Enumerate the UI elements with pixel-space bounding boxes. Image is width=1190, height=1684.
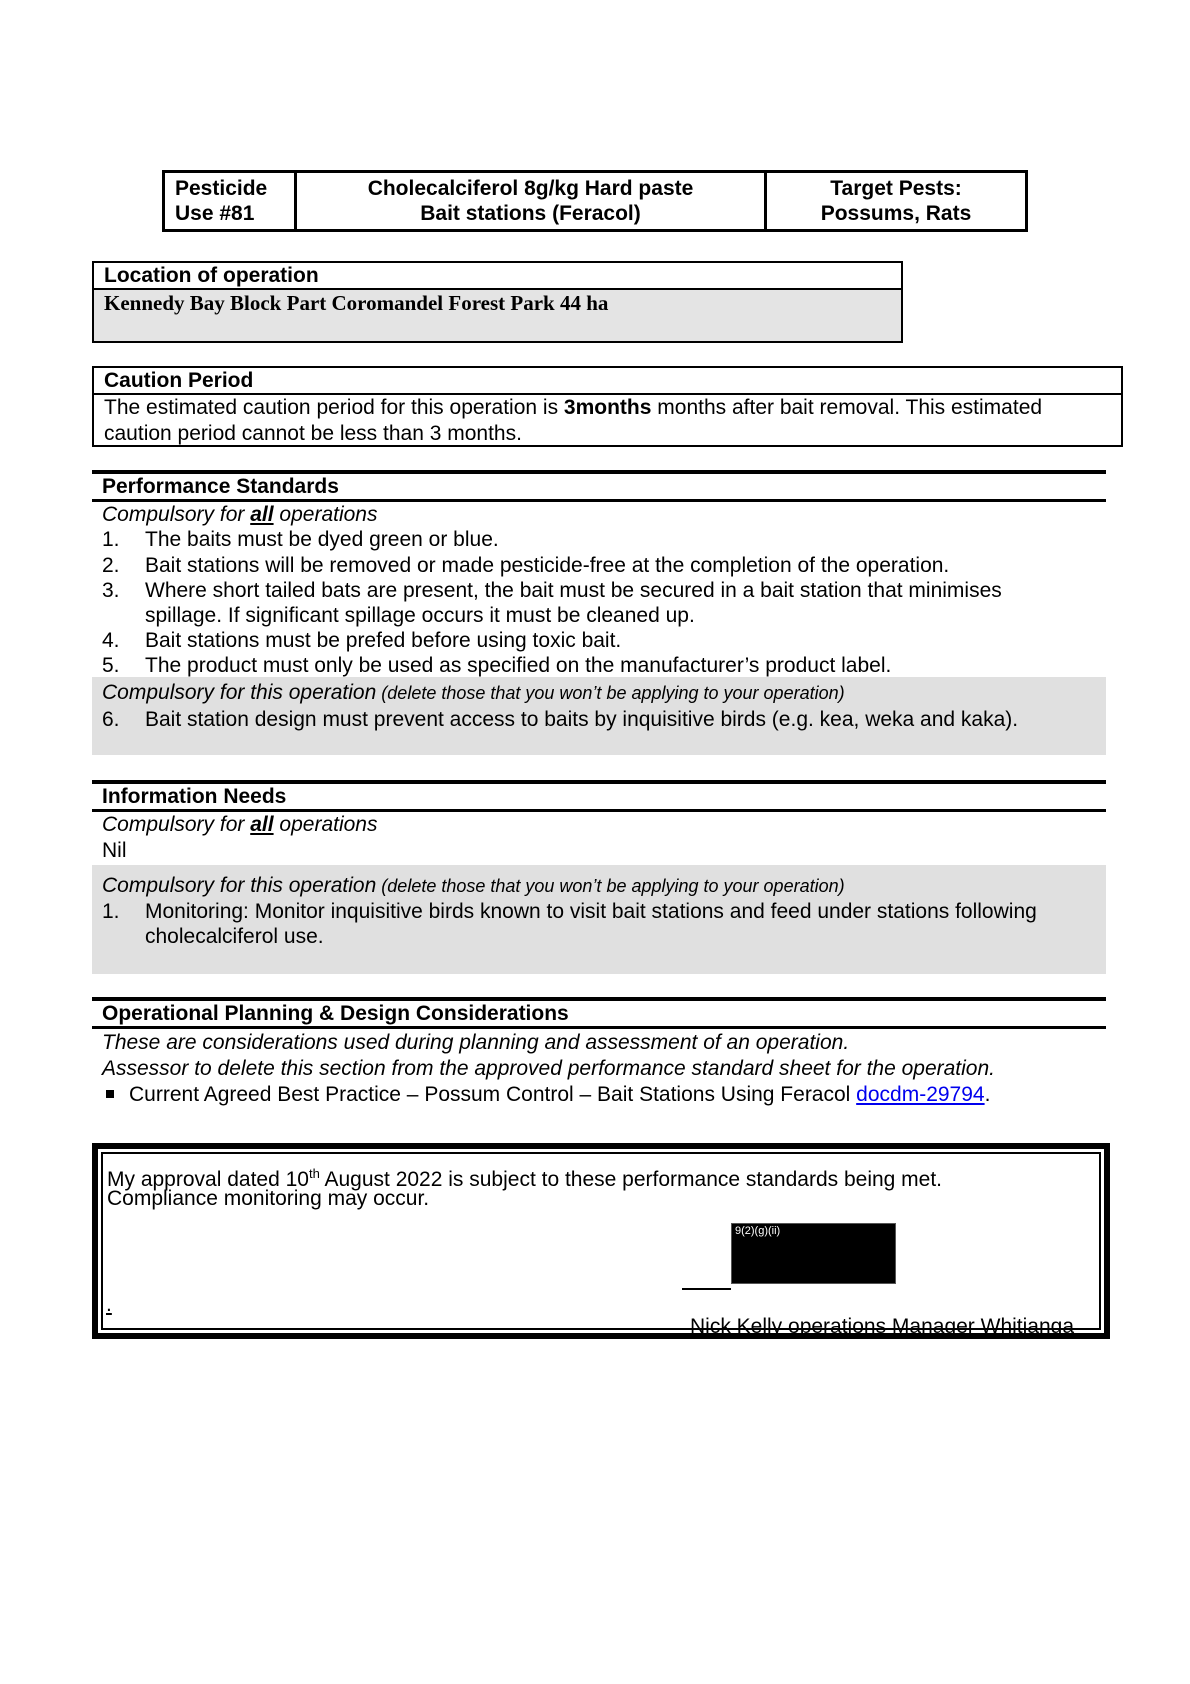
info-compulsory-this-note: (delete those that you won’t be applying to your operation) <box>376 876 845 896</box>
approval-line2: Compliance monitoring may occur. <box>107 1187 430 1210</box>
planning-bullet-end: . <box>984 1083 991 1106</box>
performance-compulsory-this <box>102 680 845 706</box>
perf-item-2-num: 2. <box>102 554 120 577</box>
planning-bullet-icon <box>106 1090 114 1098</box>
compulsory-all-emphasis: all <box>250 503 274 526</box>
perf-item-1: The baits must be dyed green or blue. <box>145 528 499 551</box>
docdm-link[interactable]: docdm-29794 <box>856 1083 985 1106</box>
caution-body <box>94 395 1121 447</box>
perf-item-3-line2: spillage. If significant spillage occurs it must be cleaned up. <box>145 604 695 627</box>
header-target-cell <box>767 173 1025 229</box>
signature-line <box>682 1288 731 1290</box>
signature-redaction <box>731 1223 896 1284</box>
compulsory-all-post: operations <box>273 503 378 526</box>
caution-title: Caution Period <box>94 368 1121 395</box>
perf-item-1-num: 1. <box>102 528 120 551</box>
header-target-line2: Possums, Rats <box>820 202 972 225</box>
approval-dot: . <box>106 1293 112 1316</box>
caution-line1 <box>104 395 1111 421</box>
perf-item-6: Bait station design must prevent access to baits by inquisitive birds (e.g. kea, weka and kaka). <box>145 708 1019 731</box>
planning-line1: These are considerations used during planning and assessment of an operation. <box>102 1031 850 1054</box>
perf-item-4-num: 4. <box>102 629 120 652</box>
location-value <box>94 290 901 341</box>
perf-item-5-num: 5. <box>102 654 120 677</box>
caution-box <box>92 366 1123 447</box>
information-all-value: Nil <box>102 839 127 862</box>
redaction-label: 9(2)(g)(ii) <box>735 1225 781 1237</box>
caution-text-pre: The estimated caution period for this operation is <box>104 396 564 419</box>
perf-item-3-line1: Where short tailed bats are present, the bait must be secured in a bait station that minimises <box>145 579 1002 602</box>
info-item-1-line1: Monitoring: Monitor inquisitive birds known to visit bait stations and feed under stations following <box>145 900 1037 923</box>
header-product-cell <box>297 173 767 229</box>
planning-title: Operational Planning & Design Considerations <box>92 997 1106 1029</box>
info-item-1-num: 1. <box>102 900 120 923</box>
info-compulsory-all-emphasis: all <box>250 813 274 836</box>
header-pesticide-line1: Pesticide <box>175 177 268 200</box>
information-compulsory-all <box>102 812 377 837</box>
compulsory-this-label: Compulsory for this operation <box>102 681 377 704</box>
approval-text-post: August 2022 is subject to these performance standards being met. <box>319 1168 943 1191</box>
perf-item-3-num: 3. <box>102 579 120 602</box>
caution-text-post: months after bait removal. This estimated <box>651 396 1043 419</box>
perf-item-6-num: 6. <box>102 708 120 731</box>
compulsory-this-note: (delete those that you won’t be applying to your operation) <box>376 683 845 703</box>
header-target-line1: Target Pests: <box>830 177 962 200</box>
header-table <box>162 170 1028 232</box>
header-product-line1: Cholecalciferol 8g/kg Hard paste <box>367 177 694 200</box>
info-compulsory-all-pre: Compulsory for <box>102 813 251 836</box>
planning-line2: Assessor to delete this section from the approved performance standard sheet for the operation. <box>102 1057 996 1080</box>
header-pesticide-line2: Use #81 <box>175 202 255 225</box>
location-value-text: Kennedy Bay Block Part Coromandel Forest Park 44 ha <box>104 291 609 315</box>
performance-title: Performance Standards <box>92 470 1106 502</box>
perf-item-5: The product must only be used as specified on the manufacturer’s product label. <box>145 654 892 677</box>
info-compulsory-this-label: Compulsory for this operation <box>102 874 377 897</box>
perf-item-2: Bait stations will be removed or made pesticide-free at the completion of the operation. <box>145 554 950 577</box>
caution-period-value: 3months <box>563 396 652 419</box>
caution-line2: caution period cannot be less than 3 months. <box>104 422 522 445</box>
planning-bullet-text: Current Agreed Best Practice – Possum Control – Bait Stations Using Feracol <box>129 1083 857 1106</box>
approval-text-pre: My approval dated 10 <box>107 1168 309 1191</box>
performance-compulsory-all <box>102 502 377 527</box>
information-compulsory-this <box>102 873 845 899</box>
header-product-line2: Bait stations (Feracol) <box>420 202 641 225</box>
location-title: Location of operation <box>94 263 901 290</box>
header-pesticide-cell <box>165 173 297 229</box>
info-item-1-line2: cholecalciferol use. <box>145 925 324 948</box>
perf-item-4: Bait stations must be prefed before using toxic bait. <box>145 629 622 652</box>
location-box <box>92 261 903 343</box>
approval-date-suffix: th <box>308 1166 320 1181</box>
planning-bullet-item <box>129 1082 990 1107</box>
signatory-name: Nick Kelly operations Manager Whitianga <box>690 1315 1075 1338</box>
information-title: Information Needs <box>92 780 1106 812</box>
compulsory-all-pre: Compulsory for <box>102 503 251 526</box>
info-compulsory-all-post: operations <box>273 813 378 836</box>
